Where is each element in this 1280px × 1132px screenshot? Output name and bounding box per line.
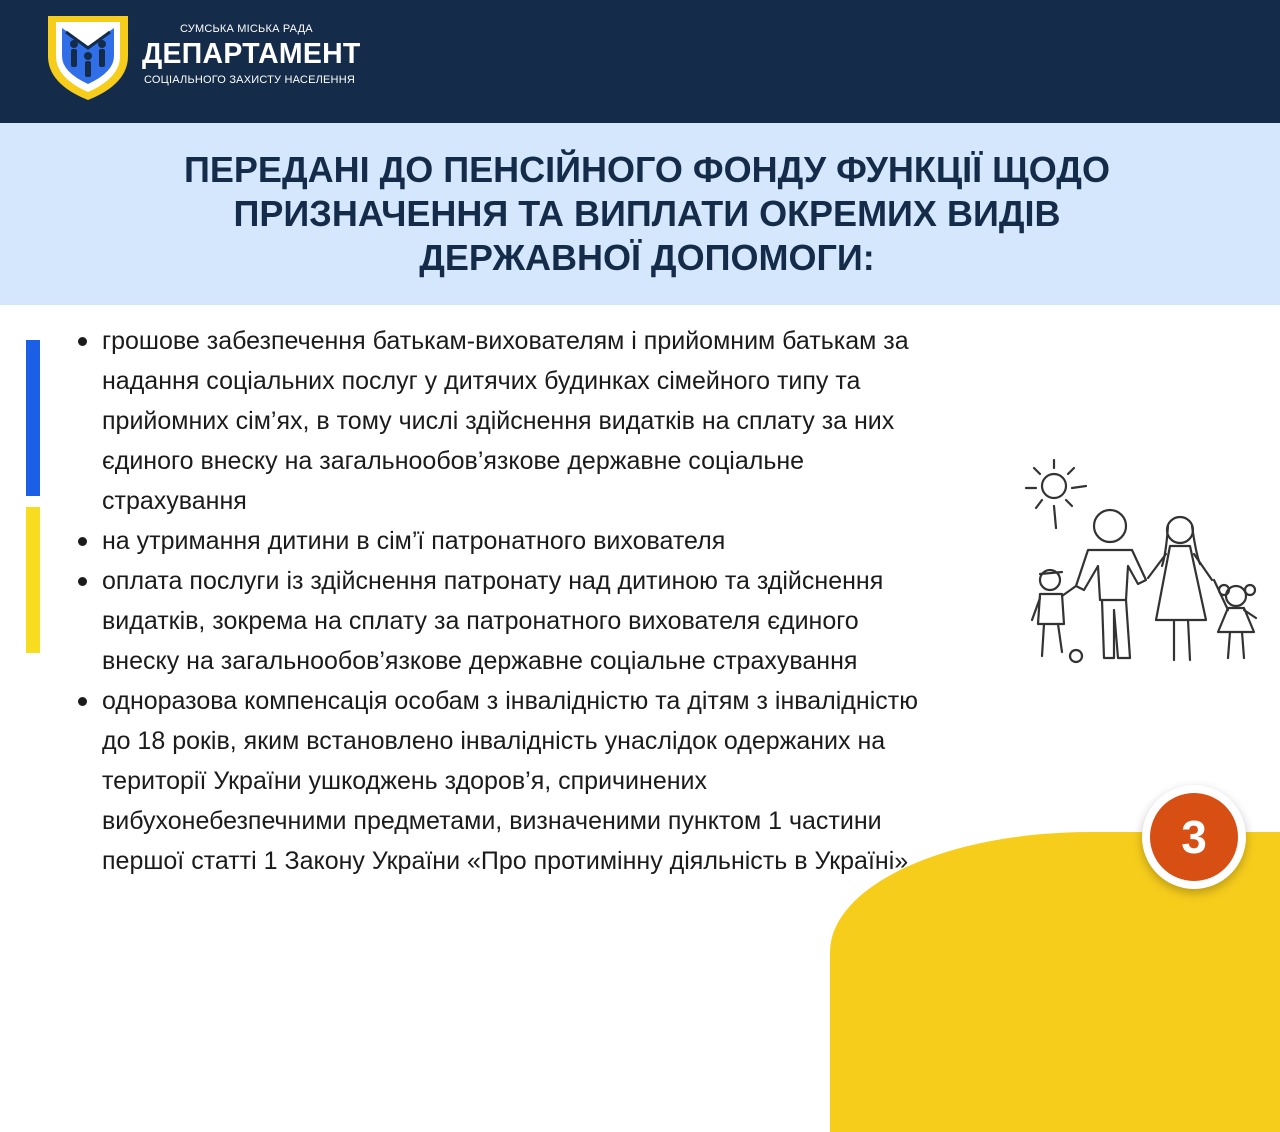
page-title	[0, 148, 1280, 280]
title-line: ДЕРЖАВНОЇ ДОПОМОГИ:	[419, 237, 875, 278]
list-item-line: надання соціальних послуг у дитячих будинках сімейного типу та	[102, 367, 861, 395]
list-item-line: території України ушкоджень здоров’я, спричинених	[102, 767, 708, 795]
accent-bar-yellow	[26, 507, 40, 653]
list-item-line: прийомних сім’ях, в тому числі здійснення видатків на сплату за них	[102, 407, 895, 435]
page-number-badge	[1142, 785, 1246, 889]
list-item	[102, 521, 1062, 561]
list-item-line: одноразова компенсація особам з інвалідністю та дітям з інвалідністю	[102, 687, 918, 715]
accent-bar-blue	[26, 340, 40, 496]
list-item-line: видатків, зокрема на сплату за патронатного вихователя єдиного	[102, 607, 859, 635]
header	[0, 0, 1280, 123]
list-item	[102, 561, 1062, 681]
bullet-list	[102, 321, 1062, 881]
list-item-line: вибухонебезпечними предметами, визначеними пунктом 1 частини	[102, 807, 882, 835]
list-item-line: грошове забезпечення батькам-вихователям і прийомним батькам за	[102, 327, 909, 355]
family-drawing-icon	[1010, 450, 1280, 680]
list-item-line: єдиного внеску на загальнообов’язкове державне соціальне	[102, 447, 805, 475]
list-item-line: внеску на загальнообов’язкове державне соціальне страхування	[102, 647, 858, 675]
list-item-line: оплата послуги із здійснення патронату над дитиною та здійснення	[102, 567, 884, 595]
list-item-line: до 18 років, яким встановлено інвалідність унаслідок одержаних на	[102, 727, 886, 755]
title-line: ПРИЗНАЧЕННЯ ТА ВИПЛАТИ ОКРЕМИХ ВИДІВ	[233, 193, 1061, 234]
org-title: ДЕПАРТАМЕНТ	[142, 38, 361, 70]
list-item	[102, 681, 1062, 881]
list-item	[102, 321, 1062, 521]
list-item-line: першої статті 1 Закону України «Про протимінну діяльність в Україні»	[102, 847, 909, 875]
org-small-text: СУМСЬКА МІСЬКА РАДА	[180, 23, 313, 35]
page-number: 3	[1150, 793, 1238, 881]
org-subtitle: СОЦІАЛЬНОГО ЗАХИСТУ НАСЕЛЕННЯ	[144, 74, 355, 86]
title-line: ПЕРЕДАНІ ДО ПЕНСІЙНОГО ФОНДУ ФУНКЦІЇ ЩОДО	[184, 149, 1110, 190]
shield-logo-icon	[44, 12, 132, 102]
list-item-line: страхування	[102, 487, 247, 515]
list-item-line: на утримання дитини в сім’ї патронатного вихователя	[102, 527, 726, 555]
